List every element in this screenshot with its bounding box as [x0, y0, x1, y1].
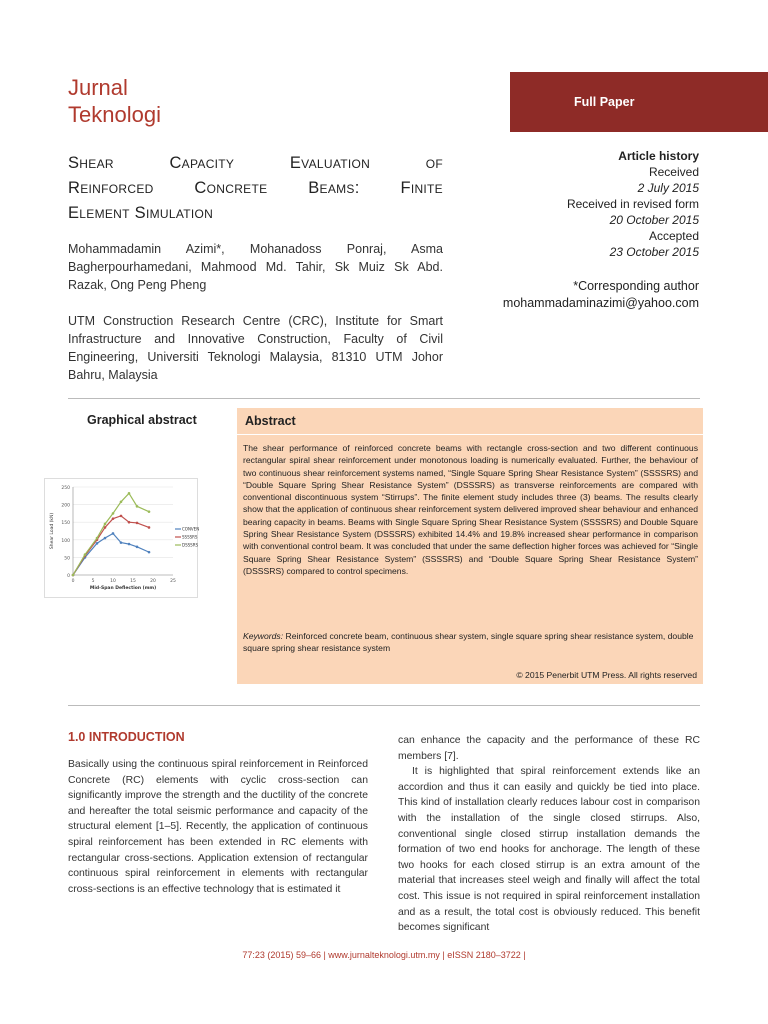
full-paper-banner — [510, 72, 768, 132]
title-word: Concrete — [194, 179, 268, 197]
abstract-panel — [237, 408, 703, 684]
paper-title-line2 — [68, 176, 443, 201]
y-tick-label: 0 — [67, 574, 70, 579]
title-word: of — [425, 154, 443, 172]
full-paper-label: Full Paper — [574, 95, 635, 109]
copyright: © 2015 Penerbit UTM Press. All rights reserved — [516, 670, 697, 680]
divider — [68, 398, 700, 399]
legend-label: DSSSRS — [182, 542, 199, 548]
y-tick-label: 100 — [61, 538, 70, 544]
line-chart — [45, 479, 200, 597]
journal-title — [68, 74, 161, 128]
paper-title-line1 — [68, 151, 443, 176]
data-point — [128, 492, 131, 495]
abstract-heading: Abstract — [245, 414, 296, 428]
x-tick-label: 5 — [91, 579, 95, 584]
title-word: Capacity — [169, 154, 235, 172]
corresponding-email[interactable]: mohammadaminazimi@yahoo.com — [502, 296, 699, 310]
data-point — [112, 512, 115, 515]
data-point — [96, 542, 99, 545]
abstract-divider — [237, 434, 703, 435]
affiliation: UTM Construction Research Centre (CRC), Institute for Smart Infrastructure and Innovative Construction, Faculty of Civil Engineering, Universiti Teknologi Malaysia, 81310 UTM Johor Bahru, Malaysia — [68, 314, 443, 382]
article-history-heading: Article history — [618, 149, 699, 163]
data-point — [104, 537, 107, 540]
accepted-date: 23 October 2015 — [609, 245, 699, 259]
x-tick-label: 15 — [130, 579, 136, 584]
received-label: Received — [648, 165, 699, 179]
page-footer: 77:23 (2015) 59–66 | www.jurnalteknologi.utm.my | eISSN 2180–3722 | — [242, 950, 526, 960]
intro-left-column: Basically using the continuous spiral reinforcement in Reinforced Concrete (RC) elements with cyclic cross-section can significantly improve the strength and the ductility of the concrete and hereafter the total seismic performance and capacity of the structural element [1–5]. Recently, the application of continuous spiral reinforcement has been extended in RC elements with rectangular cross-sections. Application extension of rectangular continuous spiral reinforcement in elements with rectangular cross-sections is an effective technology that is estimated it — [68, 759, 368, 895]
journal-title-line1: Jurnal — [68, 75, 128, 100]
section-heading: 1.0 INTRODUCTION — [68, 730, 185, 744]
keywords-text: Reinforced concrete beam, continuous shear system, single square spring shear resistance system, double square spring shear resistance system — [243, 631, 694, 654]
keywords-label: Keywords — [243, 631, 281, 641]
y-tick-label: 50 — [64, 556, 70, 562]
data-point — [136, 546, 139, 549]
data-point — [104, 523, 107, 526]
data-point — [84, 553, 87, 556]
revised-label: Received in revised form — [566, 197, 699, 211]
title-word: Shear — [68, 154, 114, 172]
data-point — [120, 500, 123, 503]
accepted-label: Accepted — [648, 229, 699, 243]
x-tick-label: 25 — [170, 579, 176, 584]
title-word: Reinforced — [68, 179, 154, 197]
data-point — [128, 543, 131, 546]
revised-date: 20 October 2015 — [609, 213, 699, 227]
legend-label: CONVEN — [182, 526, 200, 532]
x-tick-label: 0 — [71, 579, 75, 584]
data-point — [148, 510, 151, 513]
y-tick-label: 150 — [61, 521, 70, 527]
received-date: 2 July 2015 — [637, 181, 699, 195]
graphical-abstract-chart — [44, 478, 198, 598]
data-point — [128, 521, 131, 524]
data-point — [112, 517, 115, 520]
data-point — [120, 541, 123, 544]
title-word: Beams: — [308, 179, 360, 197]
x-axis-label: Mid-Span Deflection (mm) — [89, 586, 157, 591]
corresponding-label: *Corresponding author — [573, 279, 699, 293]
divider — [68, 705, 700, 706]
data-point — [72, 574, 75, 577]
data-point — [136, 505, 139, 508]
paper-title — [68, 151, 443, 226]
corresponding-author — [399, 278, 699, 312]
data-point — [148, 551, 151, 554]
graphical-abstract-label: Graphical abstract — [87, 413, 197, 427]
abstract-text: The shear performance of reinforced concrete beams with rectangle cross-section and two different continuous rectangular spiral shear reinforcement under monotonous loading is numerically evaluated. Further, the behaviour of two continuous shear reinforcement systems named, “Single Square Spring Shear Resistance System” (SSSSRS) and “Double Square Spring Shear Resistance System” (DSSSRS) as transverse reinforcements are compared with conventional discontinuous system “Stirrups”. The finite element study includes three (3) beams. The results clearly show that the application of continuous shear reinforcement system delivered improved shear behaviour and enhanced bearing capacity in beams. Beams with Single Square Spring Shear Resistance System (SSSSRS) and Double Square Spring Shear Resistance System (DSSSRS) exhibited 14.4% and 19.8% increased shear performance in comparison with conventional control beam. It was concluded that under the same deflection higher forces was achieved for “Single Square Spring Shear Resistance System” (SSSSRS) and “Double Square Spring Shear Resistance System” (DSSSRS) compared to control specimens. — [243, 443, 698, 576]
keywords: Keywords: Reinforced concrete beam, continuous shear system, single square spring shear resistance system, double square spring shear resistance system — [243, 631, 694, 654]
intro-right-column — [398, 733, 700, 936]
y-tick-label: 200 — [61, 503, 70, 509]
legend-label: SSSSRS — [182, 534, 198, 540]
data-point — [136, 522, 139, 525]
article-history — [439, 148, 699, 260]
data-point — [96, 537, 99, 540]
data-point — [148, 526, 151, 529]
author-list: Mohammadamin Azimi*, Mohanadoss Ponraj, Asma Bagherpourhamedani, Mahmood Md. Tahir, Sk Muiz Sk Abd. Razak, Ong Peng Pheng — [68, 242, 443, 292]
title-word: Finite — [400, 179, 443, 197]
paper-title-line3: Element Simulation — [68, 204, 214, 222]
intro-paragraph: It is highlighted that spiral reinforcement extends like an accordion and thus it can easily and quickly be tied into place. This kind of installation clearly reduces labour cost in comparison with the installation of the single closed stirrups. Also, conventional single closed stirrup installation demands the formation of two end hooks for anchorage. The length of these two hooks for each closed stirrup is an extra amount of the material that increases steel weigh and finally will affect the total cost. This issue is not required in spiral reinforcement installation and as a result, the total cost is obviously reduced. This benefit becomes significant — [398, 766, 700, 934]
data-point — [120, 515, 123, 518]
x-tick-label: 10 — [110, 579, 116, 584]
x-tick-label: 20 — [150, 579, 156, 584]
data-point — [112, 532, 115, 535]
y-axis-label: Shear Load (kN) — [50, 512, 55, 550]
journal-title-line2: Teknologi — [68, 102, 161, 127]
y-tick-label: 250 — [61, 486, 70, 491]
series-line — [73, 516, 149, 575]
intro-paragraph: can enhance the capacity and the performance of these RC members [7]. — [398, 735, 700, 762]
title-word: Evaluation — [289, 154, 371, 172]
